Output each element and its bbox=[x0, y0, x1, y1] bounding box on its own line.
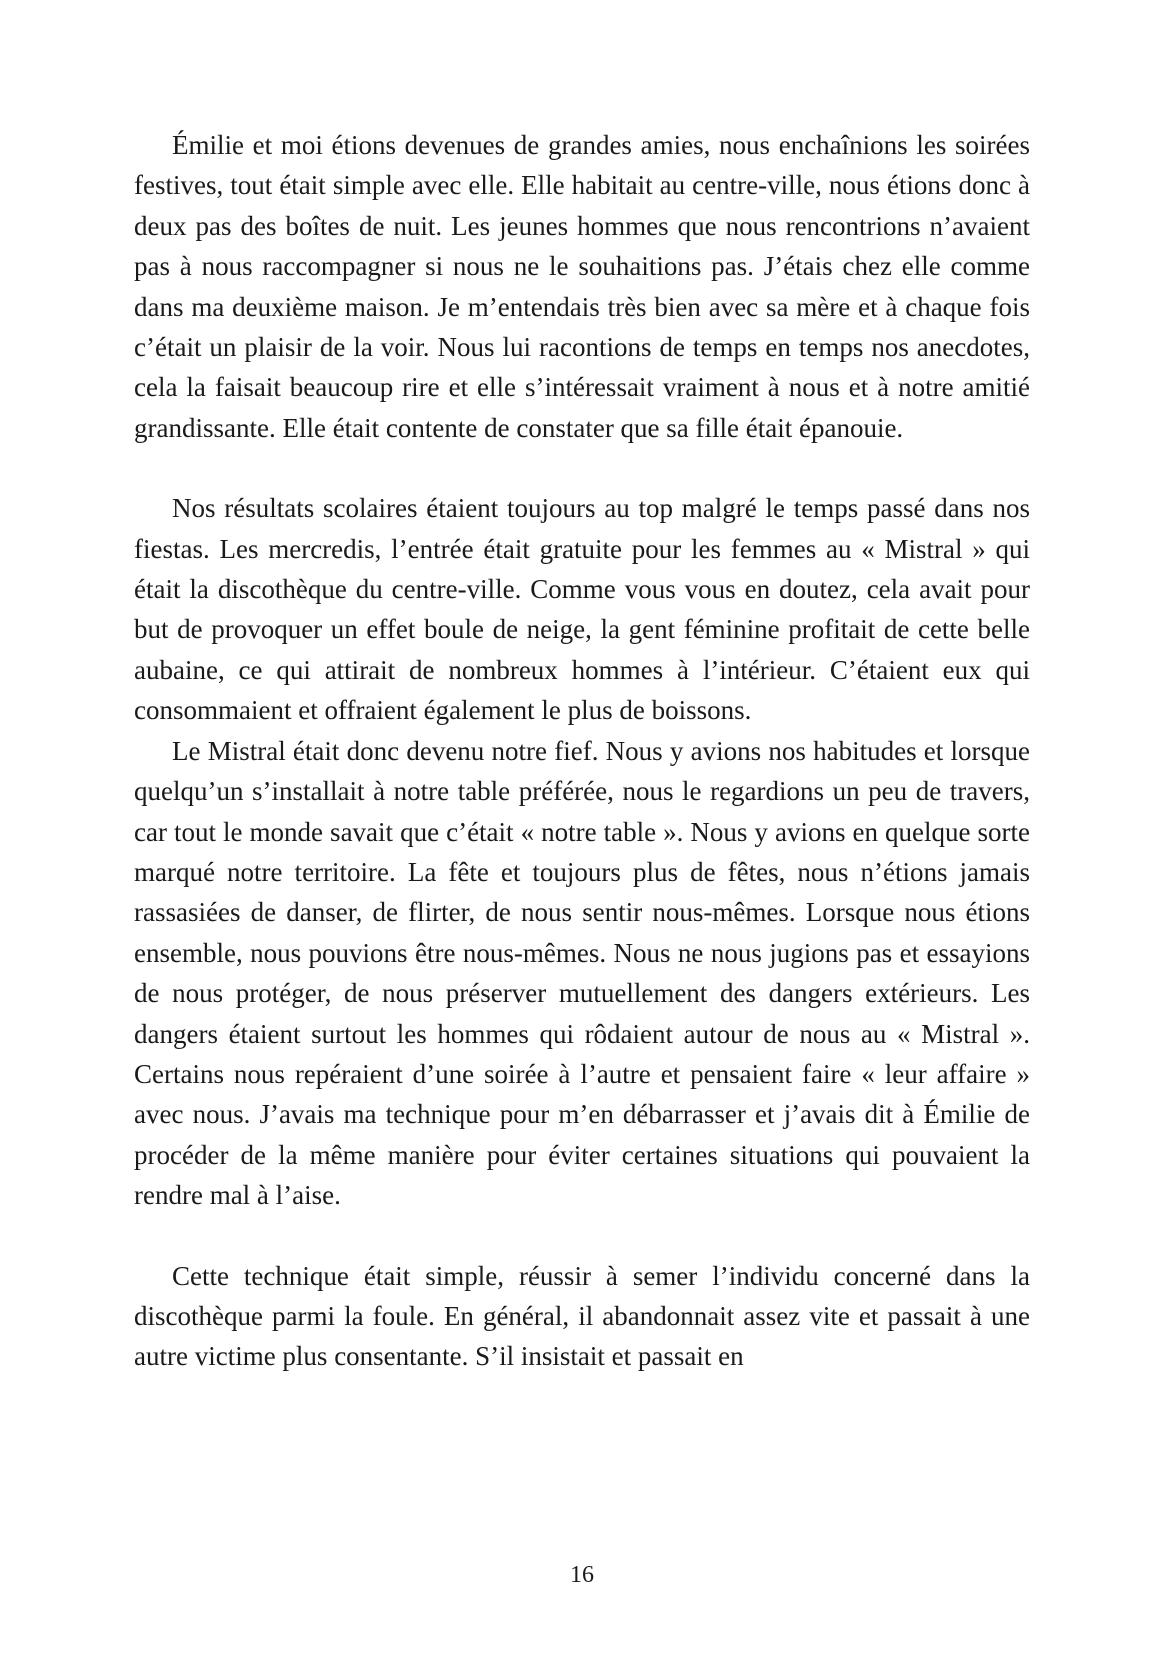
body-text bbox=[134, 125, 1030, 1377]
paragraph-3: Le Mistral était donc devenu notre fief. Nous y avions nos habitudes et lorsque quelqu’un s’installait à notre table préférée, nous le regardions un peu de travers, car tout le monde savait que c’était « notre table ». Nous y avions en quelque sorte marqué notre territoire. La fête et toujours plus de fêtes, nous n’étions jamais rassasiées de danser, de flirter, de nous sentir nous-mêmes. Lorsque nous étions ensemble, nous pouvions être nous-mêmes. Nous ne nous jugions pas et essayions de nous protéger, de nous préserver mutuellement des dangers extérieurs. Les dangers étaient surtout les hommes qui rôdaient autour de nous au « Mistral ». Certains nous repéraient d’une soirée à l’autre et pensaient faire « leur affaire » avec nous. J’avais ma technique pour m’en débarrasser et j’avais dit à Émilie de procéder de la même manière pour éviter certaines situations qui pouvaient la rendre mal à l’aise. bbox=[134, 735, 1030, 1211]
paragraph-2: Nos résultats scolaires étaient toujours au top malgré le temps passé dans nos fiestas. Les mercredis, l’entrée était gratuite pour les femmes au « Mistral » qui était la discothèque du centre-ville. Comme vous vous en doutez, cela avait pour but de provoquer un effet boule de neige, la gent féminine profitait de cette belle aubaine, ce qui attirait de nombreux hommes à l’intérieur. C’étaient eux qui consommaient et offraient également le plus de boissons. bbox=[134, 493, 1030, 726]
page-number: 16 bbox=[570, 1562, 594, 1588]
paragraph-1: Émilie et moi étions devenues de grandes amies, nous enchaînions les soirées festives, tout était simple avec elle. Elle habitait au centre-ville, nous étions donc à deux pas des boîtes de nuit. Les jeunes hommes que nous rencontrions n’avaient pas à nous raccompagner si nous ne le souhaitions pas. J’étais chez elle comme dans ma deuxième maison. Je m’entendais très bien avec sa mère et à chaque fois c’était un plaisir de la voir. Nous lui racontions de temps en temps nos anecdotes, cela la faisait beaucoup rire et elle s’intéressait vraiment à nous et à notre amitié grandissante. Elle était contente de constater que sa fille était épanouie. bbox=[134, 130, 1030, 443]
paragraph-4: Cette technique était simple, réussir à semer l’individu concerné dans la discothèque parmi la foule. En général, il abandonnait assez vite et passait à une autre victime plus consentante. S’il insistait et passait en bbox=[134, 1260, 1030, 1372]
